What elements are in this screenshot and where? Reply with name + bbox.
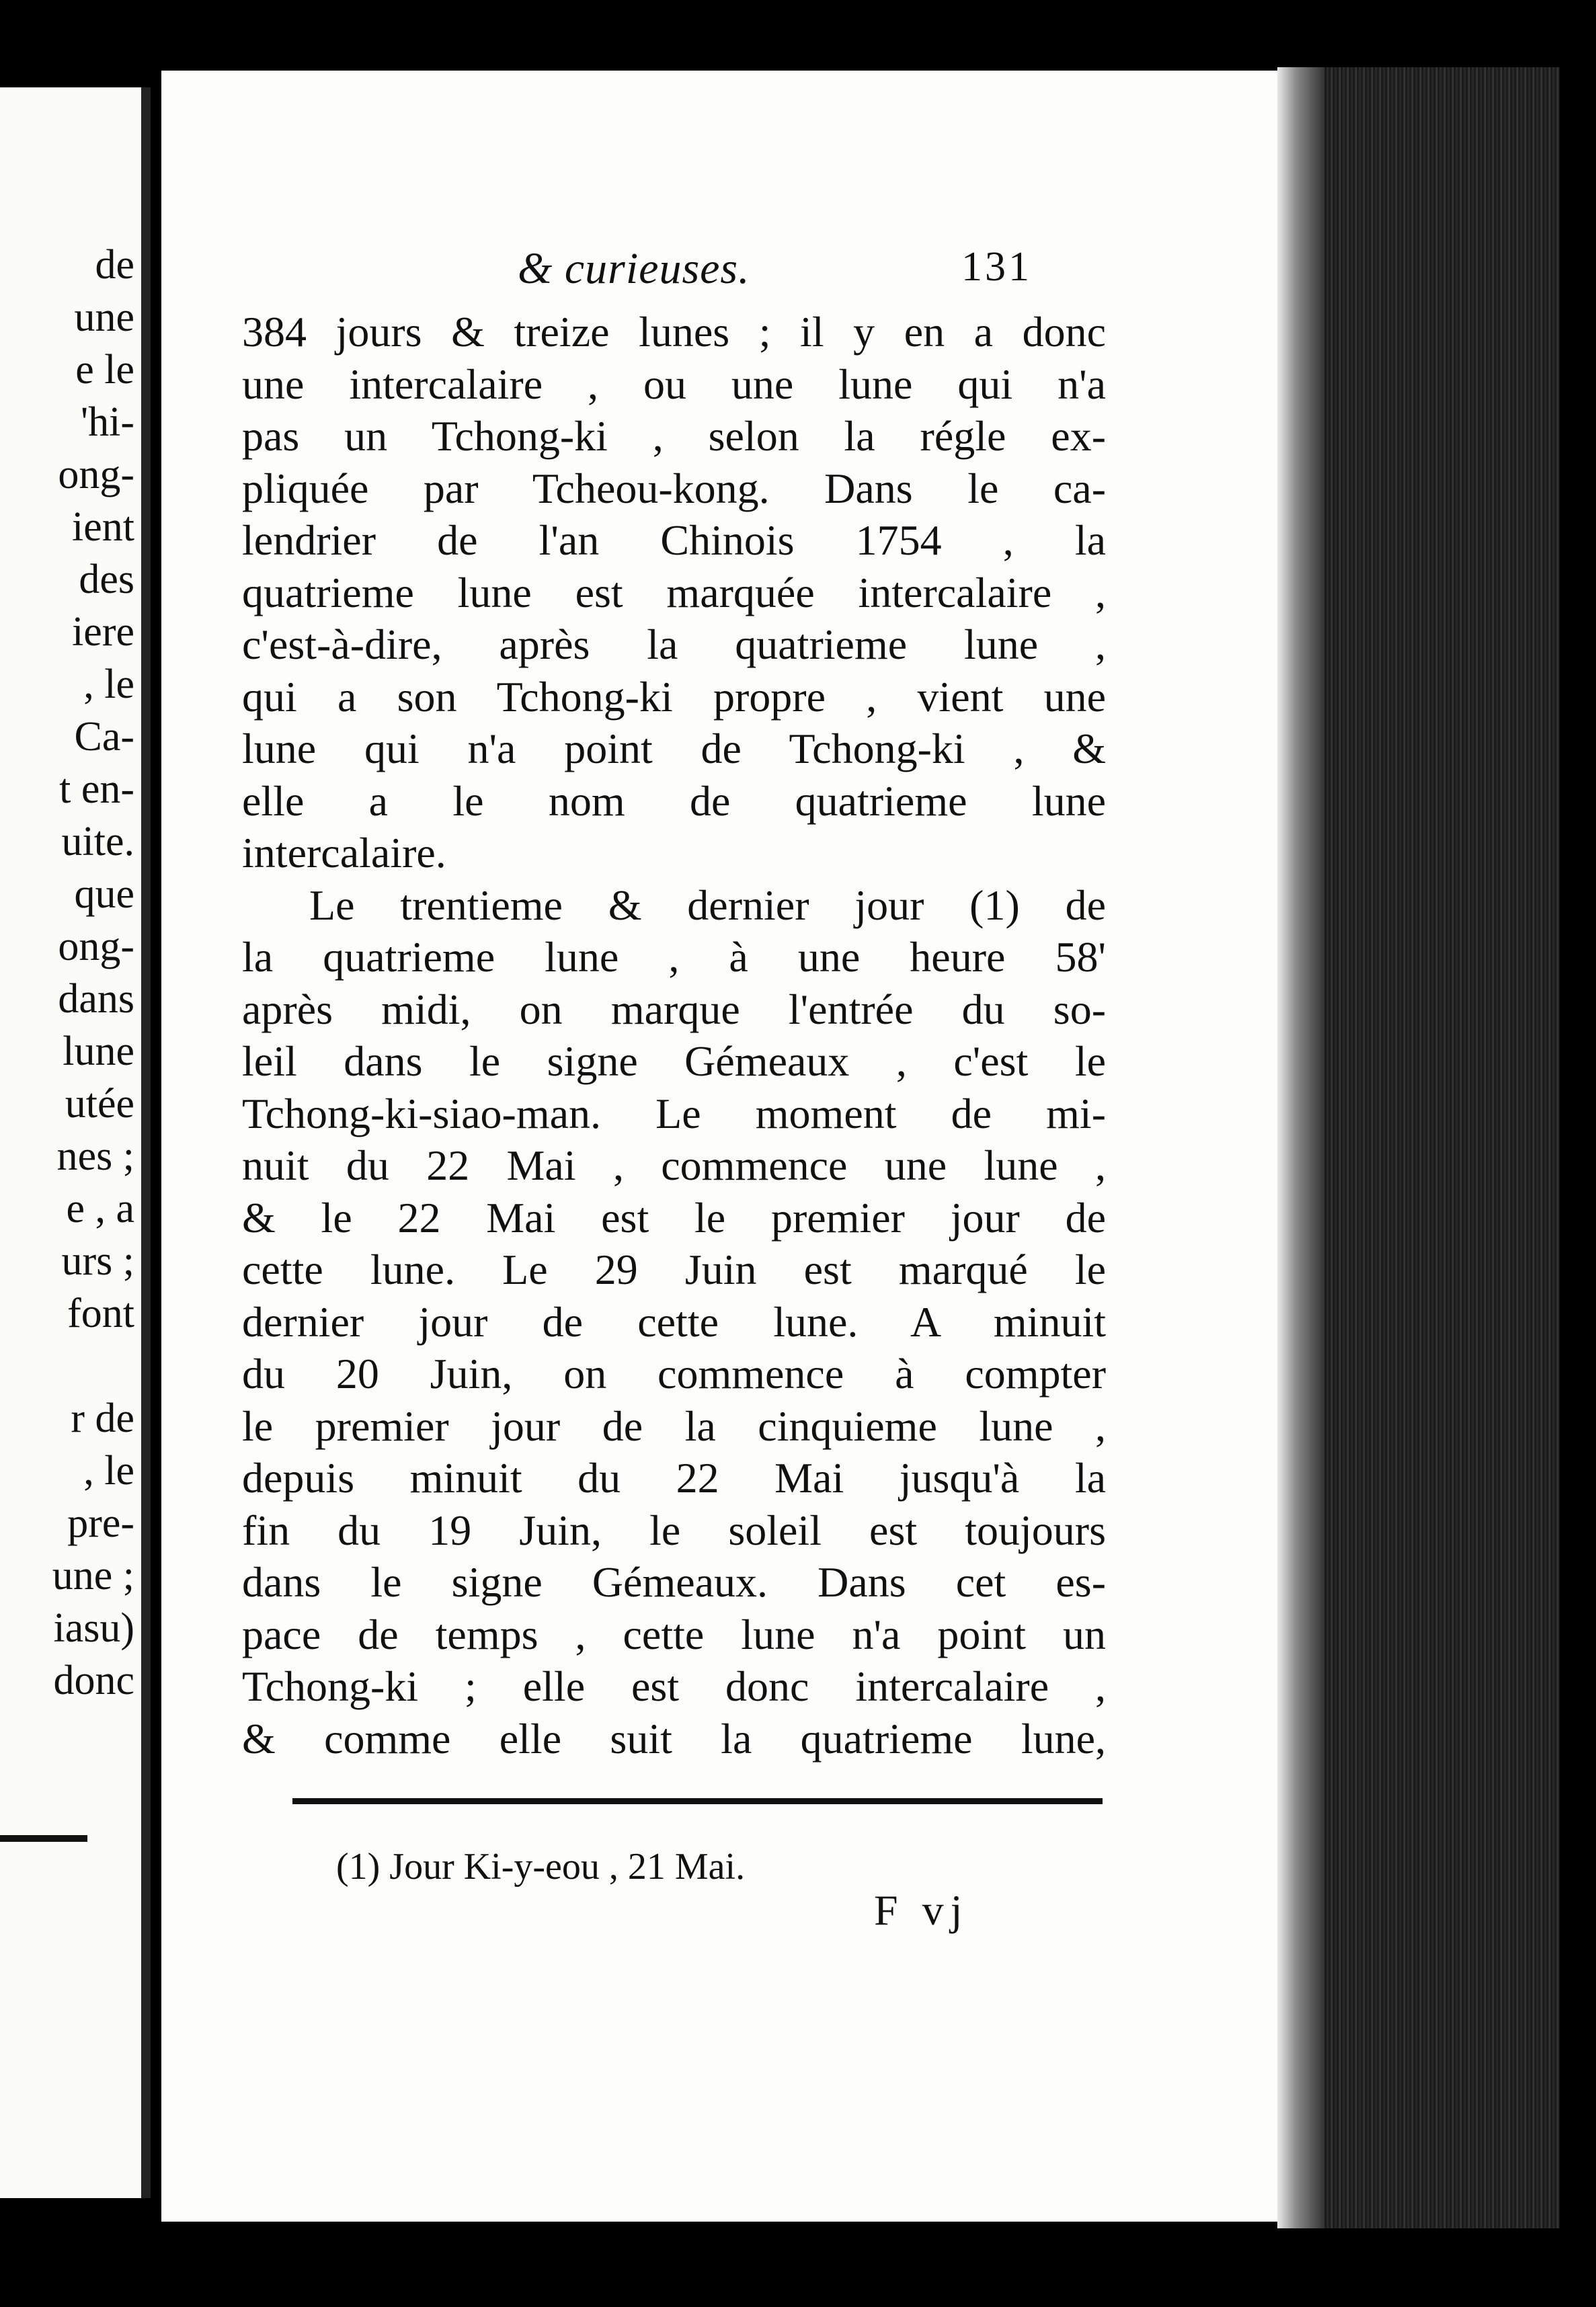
text-line: nuit du 22 Mai , commence une lune , bbox=[242, 1141, 1106, 1189]
previous-page-line-fragment: une bbox=[74, 294, 134, 340]
previous-page-line-fragment: nes ; bbox=[56, 1133, 134, 1179]
text-line: pliquée par Tcheou-kong. Dans le ca- bbox=[242, 464, 1106, 512]
text-line: Tchong-ki ; elle est donc intercalaire , bbox=[242, 1662, 1106, 1710]
text-line: dans le signe Gémeaux. Dans cet es- bbox=[242, 1558, 1106, 1606]
previous-page-footnote-rule bbox=[0, 1835, 87, 1842]
previous-page-line-fragment: iasu) bbox=[53, 1605, 134, 1651]
previous-page-line-fragment: ient bbox=[72, 504, 134, 550]
previous-page-line-fragment: pre- bbox=[67, 1500, 134, 1546]
previous-page-line-fragment: que bbox=[74, 871, 134, 917]
text-line: lendrier de l'an Chinois 1754 , la bbox=[242, 516, 1106, 564]
text-line: lune qui n'a point de Tchong-ki , & bbox=[242, 725, 1106, 772]
text-line: intercalaire. bbox=[242, 829, 446, 877]
previous-page-line-fragment: , le bbox=[83, 1448, 134, 1494]
previous-page-line-fragment: ong- bbox=[58, 452, 134, 497]
page-edge-shadow bbox=[1277, 67, 1324, 2228]
previous-page-line-fragment: utée bbox=[65, 1081, 134, 1127]
text-line: une intercalaire , ou une lune qui n'a bbox=[242, 360, 1106, 408]
previous-page-line-fragment: urs ; bbox=[61, 1238, 134, 1284]
previous-page-line-fragment: lune bbox=[63, 1028, 134, 1074]
body-text bbox=[242, 306, 1106, 1765]
footnote: (1) Jour Ki-y-eou , 21 Mai. bbox=[336, 1846, 746, 1888]
previous-page-line-fragment: de bbox=[95, 242, 134, 288]
previous-page-line-fragment: r de bbox=[71, 1395, 134, 1441]
previous-page-line-fragment: 'hi- bbox=[80, 399, 134, 445]
text-line: pace de temps , cette lune n'a point un bbox=[242, 1610, 1106, 1658]
text-line: leil dans le signe Gémeaux , c'est le bbox=[242, 1037, 1106, 1085]
running-title: & curieuses. bbox=[518, 244, 750, 293]
text-line: 384 jours & treize lunes ; il y en a donc bbox=[242, 308, 1106, 356]
text-line: & le 22 Mai est le premier jour de bbox=[242, 1193, 1106, 1242]
previous-page-line-fragment: ong- bbox=[58, 924, 134, 969]
text-line: elle a le nom de quatrieme lune bbox=[242, 776, 1106, 825]
text-line: Tchong-ki-siao-man. Le moment de mi- bbox=[242, 1089, 1106, 1137]
page-number: 131 bbox=[961, 244, 1032, 290]
previous-page-line-fragment: iere bbox=[72, 609, 134, 655]
previous-page-line-fragment: une ; bbox=[52, 1553, 134, 1598]
text-line: c'est-à-dire, après la quatrieme lune , bbox=[242, 620, 1106, 668]
previous-page-line-fragment: e le bbox=[75, 347, 134, 393]
text-line: & comme elle suit la quatrieme lune, bbox=[242, 1714, 1106, 1763]
text-line: la quatrieme lune , à une heure 58' bbox=[242, 933, 1106, 981]
text-line: cette lune. Le 29 Juin est marqué le bbox=[242, 1246, 1106, 1293]
previous-page-line-fragment: font bbox=[67, 1291, 134, 1336]
text-line: Le trentieme & dernier jour (1) de bbox=[309, 881, 1106, 929]
text-line: fin du 19 Juin, le soleil est toujours bbox=[242, 1506, 1106, 1554]
previous-page-line-fragment: Ca- bbox=[74, 714, 134, 760]
text-line: après midi, on marque l'entrée du so- bbox=[242, 985, 1106, 1033]
text-line: depuis minuit du 22 Mai jusqu'à la bbox=[242, 1454, 1106, 1502]
text-line: pas un Tchong-ki , selon la régle ex- bbox=[242, 412, 1106, 460]
previous-page-line-fragment: uite. bbox=[61, 819, 134, 864]
previous-page-line-fragment: dans bbox=[58, 976, 134, 1022]
previous-page-line-fragment: t en- bbox=[59, 766, 134, 812]
text-line: dernier jour de cette lune. A minuit bbox=[242, 1297, 1106, 1346]
previous-page-line-fragment: , le bbox=[83, 661, 134, 707]
previous-page-line-fragment: e , a bbox=[66, 1186, 134, 1231]
text-line: le premier jour de la cinquieme lune , bbox=[242, 1402, 1106, 1450]
previous-page-line-fragment: des bbox=[79, 557, 134, 602]
previous-page-fragment bbox=[0, 87, 151, 2198]
footnote-rule bbox=[292, 1798, 1103, 1804]
previous-page-line-fragment: donc bbox=[53, 1658, 134, 1703]
text-line: quatrieme lune est marquée intercalaire , bbox=[242, 568, 1106, 616]
text-line: qui a son Tchong-ki propre , vient une bbox=[242, 672, 1106, 721]
text-line: du 20 Juin, on commence à compter bbox=[242, 1350, 1106, 1398]
signature-mark: F vj bbox=[874, 1886, 969, 1934]
